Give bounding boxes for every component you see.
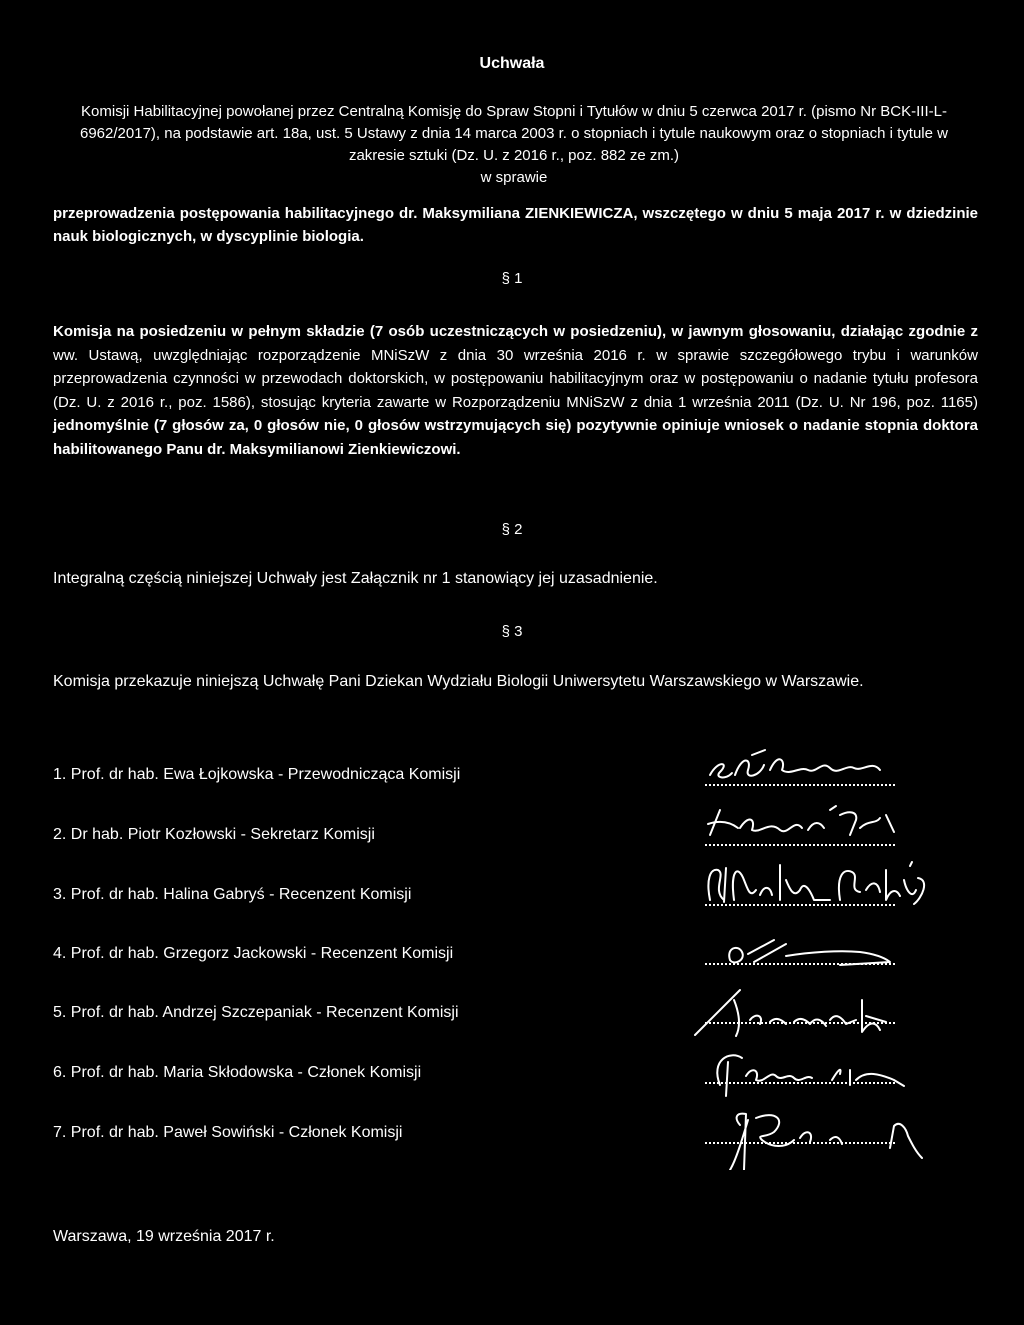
- section-1-regular: ww. Ustawą, uwzględniając rozporządzenie MNiSzW z dnia 30 września 2016 r. w sprawie szczegółowego trybu i warunków przeprowadzenia czynności w przewodach doktorskich, w postępowaniu habilitacyjnym oraz w postępowaniu o nadanie tytułu profesora (Dz. U. z 2016 r., poz. 1586), stosując kryteria zawarte w Rozporządzeniu MNiSzW z dnia 1 września 2011 (Dz. U. Nr 196, poz. 1165): [53, 346, 978, 411]
- signature-3: [708, 862, 924, 904]
- committee-member: 3. Prof. dr hab. Halina Gabryś - Recenzent Komisji: [53, 886, 412, 903]
- handwritten-signatures: [690, 740, 950, 1170]
- section-2-paragraph: Integralną częścią niniejszej Uchwały jest Załącznik nr 1 stanowiący jej uzasadnienie.: [53, 570, 658, 587]
- section-1-mark: § 1: [501, 270, 523, 287]
- signature-1: [710, 750, 880, 777]
- intro-text: Komisji Habilitacyjnej powołanej przez Centralną Komisję do Spraw Stopni i Tytułów w dniu 5 czerwca 2017 r. (pismo Nr BCK-III-L-6962/2017), na podstawie art. 18a, ust. 5 Ustawy z dnia 14 marca 2003 r. o stopniach i tytule naukowym oraz o stopniach i tytule w zakresie sztuki (Dz. U. z 2016 r., poz. 882 ze zm.): [80, 103, 948, 164]
- section-3-paragraph: Komisja przekazuje niniejszą Uchwałę Pani Dziekan Wydziału Biologii Uniwersytetu Warszawskiego w Warszawie.: [53, 673, 864, 690]
- section-1-paragraph: [53, 320, 978, 461]
- section-3-mark: § 3: [501, 623, 523, 640]
- section-1-bold-end: jednomyślnie (7 głosów za, 0 głosów nie, 0 głosów wstrzymujących się) pozytywnie opiniuje wniosek o nadanie stopnia doktora habilitowanego Panu dr. Maksymilianowi Zienkiewiczowi.: [53, 417, 978, 458]
- signature-5: [695, 990, 886, 1036]
- signature-6: [717, 1055, 904, 1096]
- document-title: Uchwała: [479, 55, 545, 72]
- signature-4: [729, 940, 890, 965]
- committee-member: 1. Prof. dr hab. Ewa Łojkowska - Przewodnicząca Komisji: [53, 766, 461, 783]
- section-1-bold-start: Komisja na posiedzeniu w pełnym składzie (7 osób uczestniczących w posiedzeniu), w jawnym głosowaniu, działając zgodnie z: [53, 323, 978, 340]
- committee-member: 4. Prof. dr hab. Grzegorz Jackowski - Recenzent Komisji: [53, 945, 454, 962]
- intro-w-sprawie: w sprawie: [480, 169, 548, 186]
- place-and-date: Warszawa, 19 września 2017 r.: [53, 1228, 275, 1245]
- signature-2: [708, 806, 894, 835]
- committee-member: 6. Prof. dr hab. Maria Skłodowska - Członek Komisji: [53, 1064, 422, 1081]
- intro-paragraph: [52, 101, 976, 189]
- committee-member: 5. Prof. dr hab. Andrzej Szczepaniak - Recenzent Komisji: [53, 1004, 459, 1021]
- committee-member: 7. Prof. dr hab. Paweł Sowiński - Członek Komisji: [53, 1124, 403, 1141]
- resolution-subject: przeprowadzenia postępowania habilitacyjnego dr. Maksymiliana ZIENKIEWICZA, wszczętego w dniu 5 maja 2017 r. w dziedzinie nauk biologicznych, w dyscyplinie biologia.: [53, 205, 978, 245]
- section-2-mark: § 2: [501, 521, 523, 538]
- committee-member: 2. Dr hab. Piotr Kozłowski - Sekretarz Komisji: [53, 826, 375, 843]
- signature-7: [730, 1114, 922, 1170]
